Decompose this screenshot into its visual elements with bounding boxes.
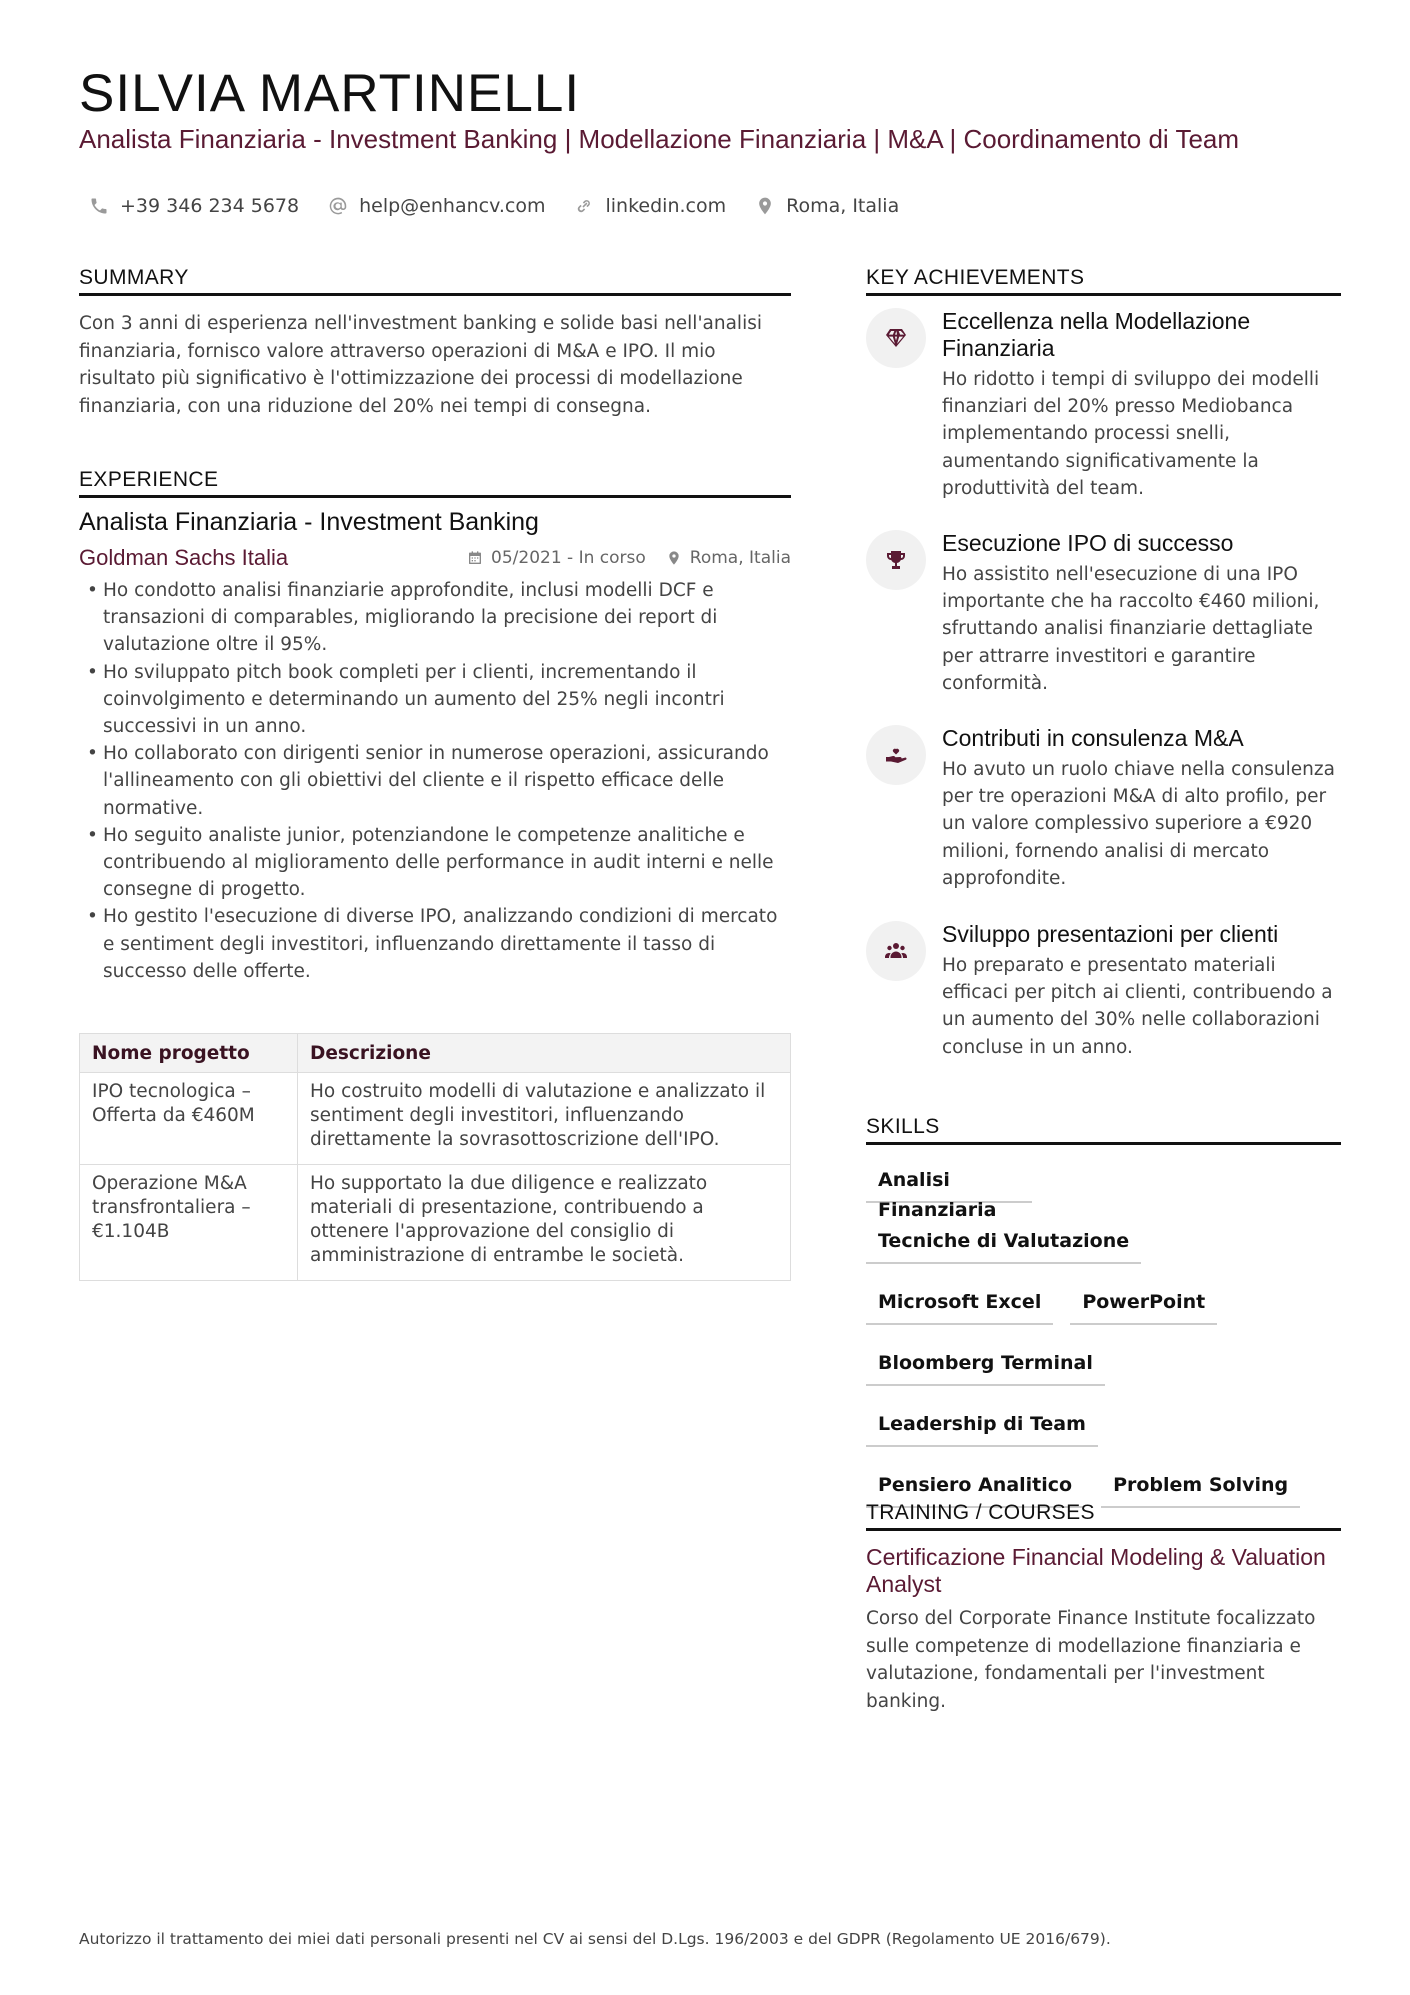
achievement-item [866, 921, 1341, 1061]
job-bullet: • Ho collaborato con dirigenti senior in numerose operazioni, assicurando l'allineamento con gli obiettivi del cliente e il rispetto efficace delle normative. [79, 740, 791, 822]
contact-phone-text: +39 346 234 5678 [120, 195, 300, 217]
privacy-consent-footer: Autorizzo il trattamento dei miei dati personali presenti nel CV ai sensi del D.Lgs. 196/2003 e del GDPR (Regolamento UE 2016/679). [79, 1930, 1111, 1948]
table-header-row [80, 1034, 791, 1073]
job-dates-text: 05/2021 - In corso [491, 548, 646, 568]
skill-tag: Problem Solving [1101, 1464, 1300, 1508]
candidate-headline: Analista Finanziaria - Investment Banking | Modellazione Finanziaria | M&A | Coordinamento di Team [79, 124, 1240, 154]
diamond-icon [866, 308, 926, 368]
trophy-icon [866, 530, 926, 590]
job-title: Analista Finanziaria - Investment Banking [79, 508, 539, 536]
achievement-item [866, 725, 1341, 892]
bullet-dot: • [87, 661, 98, 683]
achievement-title: Eccellenza nella Modellazione Finanziaria [942, 308, 1251, 361]
company-name: Goldman Sachs Italia [79, 545, 289, 570]
bullet-dot: • [87, 580, 98, 601]
table-row [80, 1073, 791, 1165]
course-title: Certificazione Financial Modeling & Valuation Analyst [866, 1544, 1326, 1597]
job-bullet-list [79, 577, 791, 985]
summary-text: Con 3 anni di esperienza nell'investment banking e solide basi nell'analisi finanziaria, fornisco valore attraverso operazioni di M&A e IPO. Il mio risultato più significativo è l'ottimizzazione dei processi di modellazione finanziaria, con una riduzione del 20% nei tempi di consegna. [79, 313, 762, 417]
skill-tag: PowerPoint [1070, 1281, 1217, 1325]
contact-linkedin-text: linkedin.com [605, 195, 727, 217]
contact-phone [88, 195, 299, 217]
course-desc: Corso del Corporate Finance Institute focalizzato sulle competenze di modellazione finanziaria e valutazione, fondamentali per l'investment banking. [866, 1608, 1316, 1712]
table-cell: Ho costruito modelli di valutazione e analizzato il sentiment degli investitori, influenzando direttamente la sovrasottoscrizione dell'IPO. [298, 1073, 791, 1165]
achievements-section-title: KEY ACHIEVEMENTS [866, 265, 1341, 296]
bullet-dot: • [87, 906, 98, 928]
job-dates [467, 548, 646, 568]
bullet-dot: • [87, 743, 98, 765]
table-cell: Operazione M&A transfrontaliera – €1.104B [80, 1165, 298, 1281]
contact-email-text: help@enhancv.com [359, 195, 546, 217]
skill-tag: Microsoft Excel [866, 1281, 1053, 1325]
contact-location [754, 195, 899, 217]
projects-table [79, 1033, 791, 1281]
phone-icon [88, 195, 110, 217]
training-section-title: TRAINING / COURSES [866, 1500, 1341, 1531]
skills-section-title: SKILLS [866, 1114, 1341, 1145]
achievement-title: Contributi in consulenza M&A [942, 725, 1244, 751]
contact-bar [88, 195, 927, 217]
job-location-text: Roma, Italia [689, 548, 791, 568]
job-meta-row [79, 545, 791, 571]
contact-location-text: Roma, Italia [786, 195, 900, 217]
skill-tag: Bloomberg Terminal [866, 1342, 1105, 1386]
table-header-cell: Nome progetto [80, 1034, 298, 1073]
job-bullet: • Ho gestito l'esecuzione di diverse IPO, analizzando condizioni di mercato e sentiment degli investitori, influenzando direttamente il tasso di successo delle offerte. [79, 903, 791, 985]
hand-heart-icon [866, 725, 926, 785]
location-icon [666, 550, 682, 566]
achievement-desc: Ho assistito nell'esecuzione di una IPO importante che ha raccolto €460 milioni, sfruttando analisi finanziarie dettagliate per attrarre investitori e garantire conformità. [942, 564, 1320, 694]
at-icon [327, 195, 349, 217]
skill-tag: Analisi Finanziaria [866, 1159, 1032, 1203]
contact-email[interactable] [327, 195, 545, 217]
achievement-desc: Ho preparato e presentato materiali efficaci per pitch ai clienti, contribuendo a un aumento del 30% nelle collaborazioni concluse in un anno. [942, 955, 1333, 1058]
achievement-title: Sviluppo presentazioni per clienti [942, 921, 1279, 947]
skill-tag: Pensiero Analitico [866, 1464, 1084, 1508]
table-row [80, 1165, 791, 1281]
table-header-cell: Descrizione [298, 1034, 791, 1073]
table-cell: IPO tecnologica – Offerta da €460M [80, 1073, 298, 1165]
achievement-title: Esecuzione IPO di successo [942, 530, 1234, 556]
users-icon [866, 921, 926, 981]
achievement-desc: Ho ridotto i tempi di sviluppo dei modelli finanziari del 20% presso Mediobanca implementando processi snelli, aumentando significativamente la produttività del team. [942, 369, 1320, 499]
achievement-item [866, 308, 1341, 502]
job-bullet: • Ho condotto analisi finanziarie approfondite, inclusi modelli DCF e transazioni di comparables, migliorando la precisione dei report di valutazione oltre il 95%. [79, 577, 791, 659]
skill-tag: Leadership di Team [866, 1403, 1098, 1447]
location-icon [754, 195, 776, 217]
calendar-icon [467, 550, 483, 566]
skill-tag: Tecniche di Valutazione [866, 1220, 1141, 1264]
bullet-dot: • [87, 824, 98, 846]
table-cell: Ho supportato la due diligence e realizzato materiali di presentazione, contribuendo a ottenere l'approvazione del consiglio di amministrazione di entrambe le società. [298, 1165, 791, 1281]
experience-section-title: EXPERIENCE [79, 467, 791, 498]
achievement-desc: Ho avuto un ruolo chiave nella consulenza per tre operazioni M&A di alto profilo, per un valore complessivo superiore a €920 milioni, fornendo analisi di mercato approfondite. [942, 759, 1335, 889]
link-icon [573, 195, 595, 217]
skills-list [866, 1159, 1346, 1525]
summary-section-title: SUMMARY [79, 265, 791, 296]
job-location [666, 548, 791, 568]
candidate-name: SILVIA MARTINELLI [79, 64, 581, 123]
achievement-item [866, 530, 1341, 697]
job-bullet: • Ho sviluppato pitch book completi per i clienti, incrementando il coinvolgimento e determinando un aumento del 25% negli incontri successivi in un anno. [79, 659, 791, 741]
job-bullet: • Ho seguito analiste junior, potenziandone le competenze analitiche e contribuendo al miglioramento delle performance in audit interni e nelle consegne di progetto. [79, 822, 791, 904]
contact-linkedin[interactable] [573, 195, 726, 217]
